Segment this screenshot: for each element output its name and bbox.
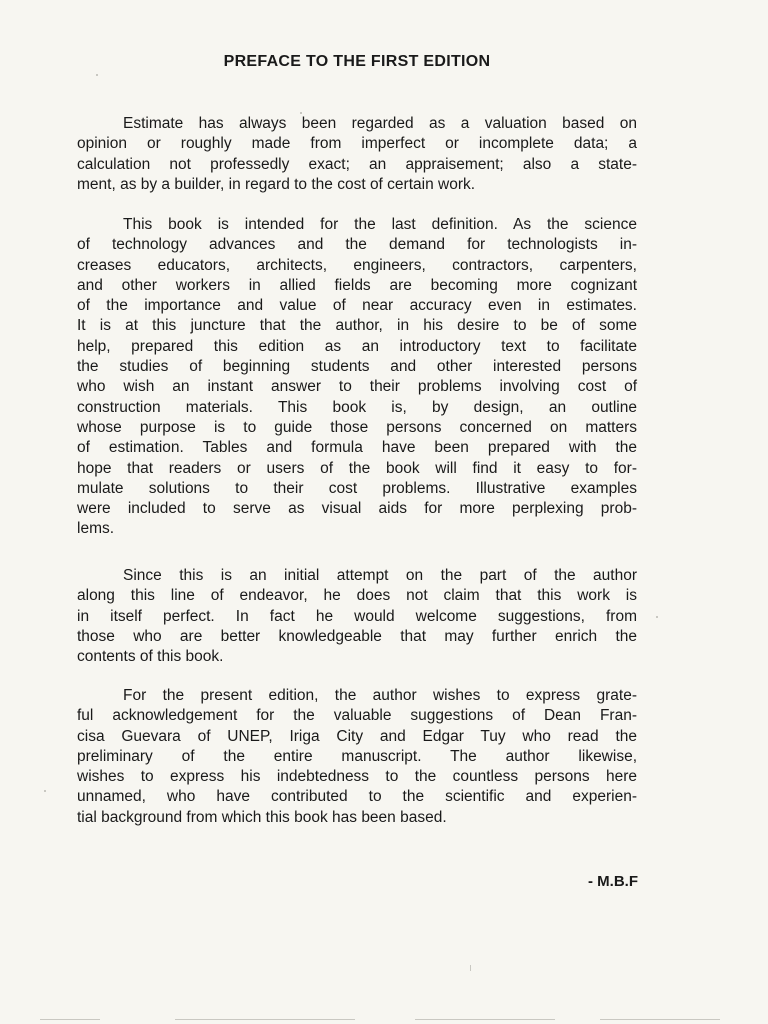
text-line: construction materials. This book is, by design, an outline bbox=[77, 398, 637, 416]
text-line: tial background from which this book has been based. bbox=[77, 808, 447, 826]
scan-speck bbox=[40, 1019, 100, 1020]
paragraph-3 bbox=[77, 566, 637, 667]
paragraph-1 bbox=[77, 114, 637, 195]
text-line: lems. bbox=[77, 520, 115, 538]
text-line: help, prepared this edition as an introductory text to facilitate bbox=[77, 337, 637, 355]
text-line: in itself perfect. In fact he would welcome suggestions, from bbox=[77, 607, 637, 625]
scan-speck bbox=[470, 965, 471, 971]
text-line: hope that readers or users of the book will find it easy to for- bbox=[77, 459, 637, 477]
text-line: who wish an instant answer to their problems involving cost of bbox=[77, 378, 637, 396]
paragraph-4 bbox=[77, 686, 637, 828]
text-line: calculation not professedly exact; an appraisement; also a state- bbox=[77, 155, 637, 173]
text-line: cisa Guevara of UNEP, Iriga City and Edgar Tuy who read the bbox=[77, 727, 637, 745]
text-line: along this line of endeavor, he does not claim that this work is bbox=[77, 587, 637, 605]
text-line: ment, as by a builder, in regard to the cost of certain work. bbox=[77, 175, 476, 193]
text-line: whose purpose is to guide those persons concerned on matters bbox=[77, 418, 637, 436]
scan-speck bbox=[175, 1019, 355, 1020]
page-title: PREFACE TO THE FIRST EDITION bbox=[223, 53, 491, 70]
text-line: of the importance and value of near accuracy even in estimates. bbox=[77, 297, 637, 315]
scan-speck bbox=[600, 1019, 720, 1020]
text-line: For the present edition, the author wishes to express grate- bbox=[123, 687, 637, 704]
scan-speck bbox=[656, 616, 658, 618]
text-line: the studies of beginning students and other interested persons bbox=[77, 358, 637, 376]
signature: - M.B.F bbox=[588, 873, 638, 890]
text-line: wishes to express his indebtedness to the countless persons here bbox=[77, 768, 637, 786]
text-line: creases educators, architects, engineers, contractors, carpenters, bbox=[77, 256, 637, 274]
text-line: unnamed, who have contributed to the scientific and experien- bbox=[77, 788, 637, 806]
text-line: mulate solutions to their cost problems. Illustrative examples bbox=[77, 479, 637, 497]
text-line: were included to serve as visual aids for more perplexing prob- bbox=[77, 500, 637, 518]
text-line: Since this is an initial attempt on the part of the author bbox=[123, 567, 637, 584]
text-line: and other workers in allied fields are becoming more cognizant bbox=[77, 276, 637, 294]
text-line: This book is intended for the last definition. As the science bbox=[123, 216, 637, 233]
text-line: opinion or roughly made from imperfect or incomplete data; a bbox=[77, 135, 637, 153]
text-line: ful acknowledgement for the valuable suggestions of Dean Fran- bbox=[77, 707, 637, 725]
scan-speck bbox=[44, 790, 46, 792]
scan-speck bbox=[96, 74, 98, 76]
text-line: Estimate has always been regarded as a valuation based on bbox=[123, 115, 637, 132]
paragraph-2 bbox=[77, 215, 637, 540]
scan-speck bbox=[300, 112, 302, 114]
text-line: contents of this book. bbox=[77, 648, 224, 666]
text-line: preliminary of the entire manuscript. The author likewise, bbox=[77, 747, 637, 765]
text-line: of technology advances and the demand for technologists in- bbox=[77, 236, 637, 254]
text-line: It is at this juncture that the author, in his desire to be of some bbox=[77, 317, 637, 335]
text-line: those who are better knowledgeable that may further enrich the bbox=[77, 627, 637, 645]
scan-speck bbox=[415, 1019, 555, 1020]
text-line: of estimation. Tables and formula have been prepared with the bbox=[77, 439, 637, 457]
